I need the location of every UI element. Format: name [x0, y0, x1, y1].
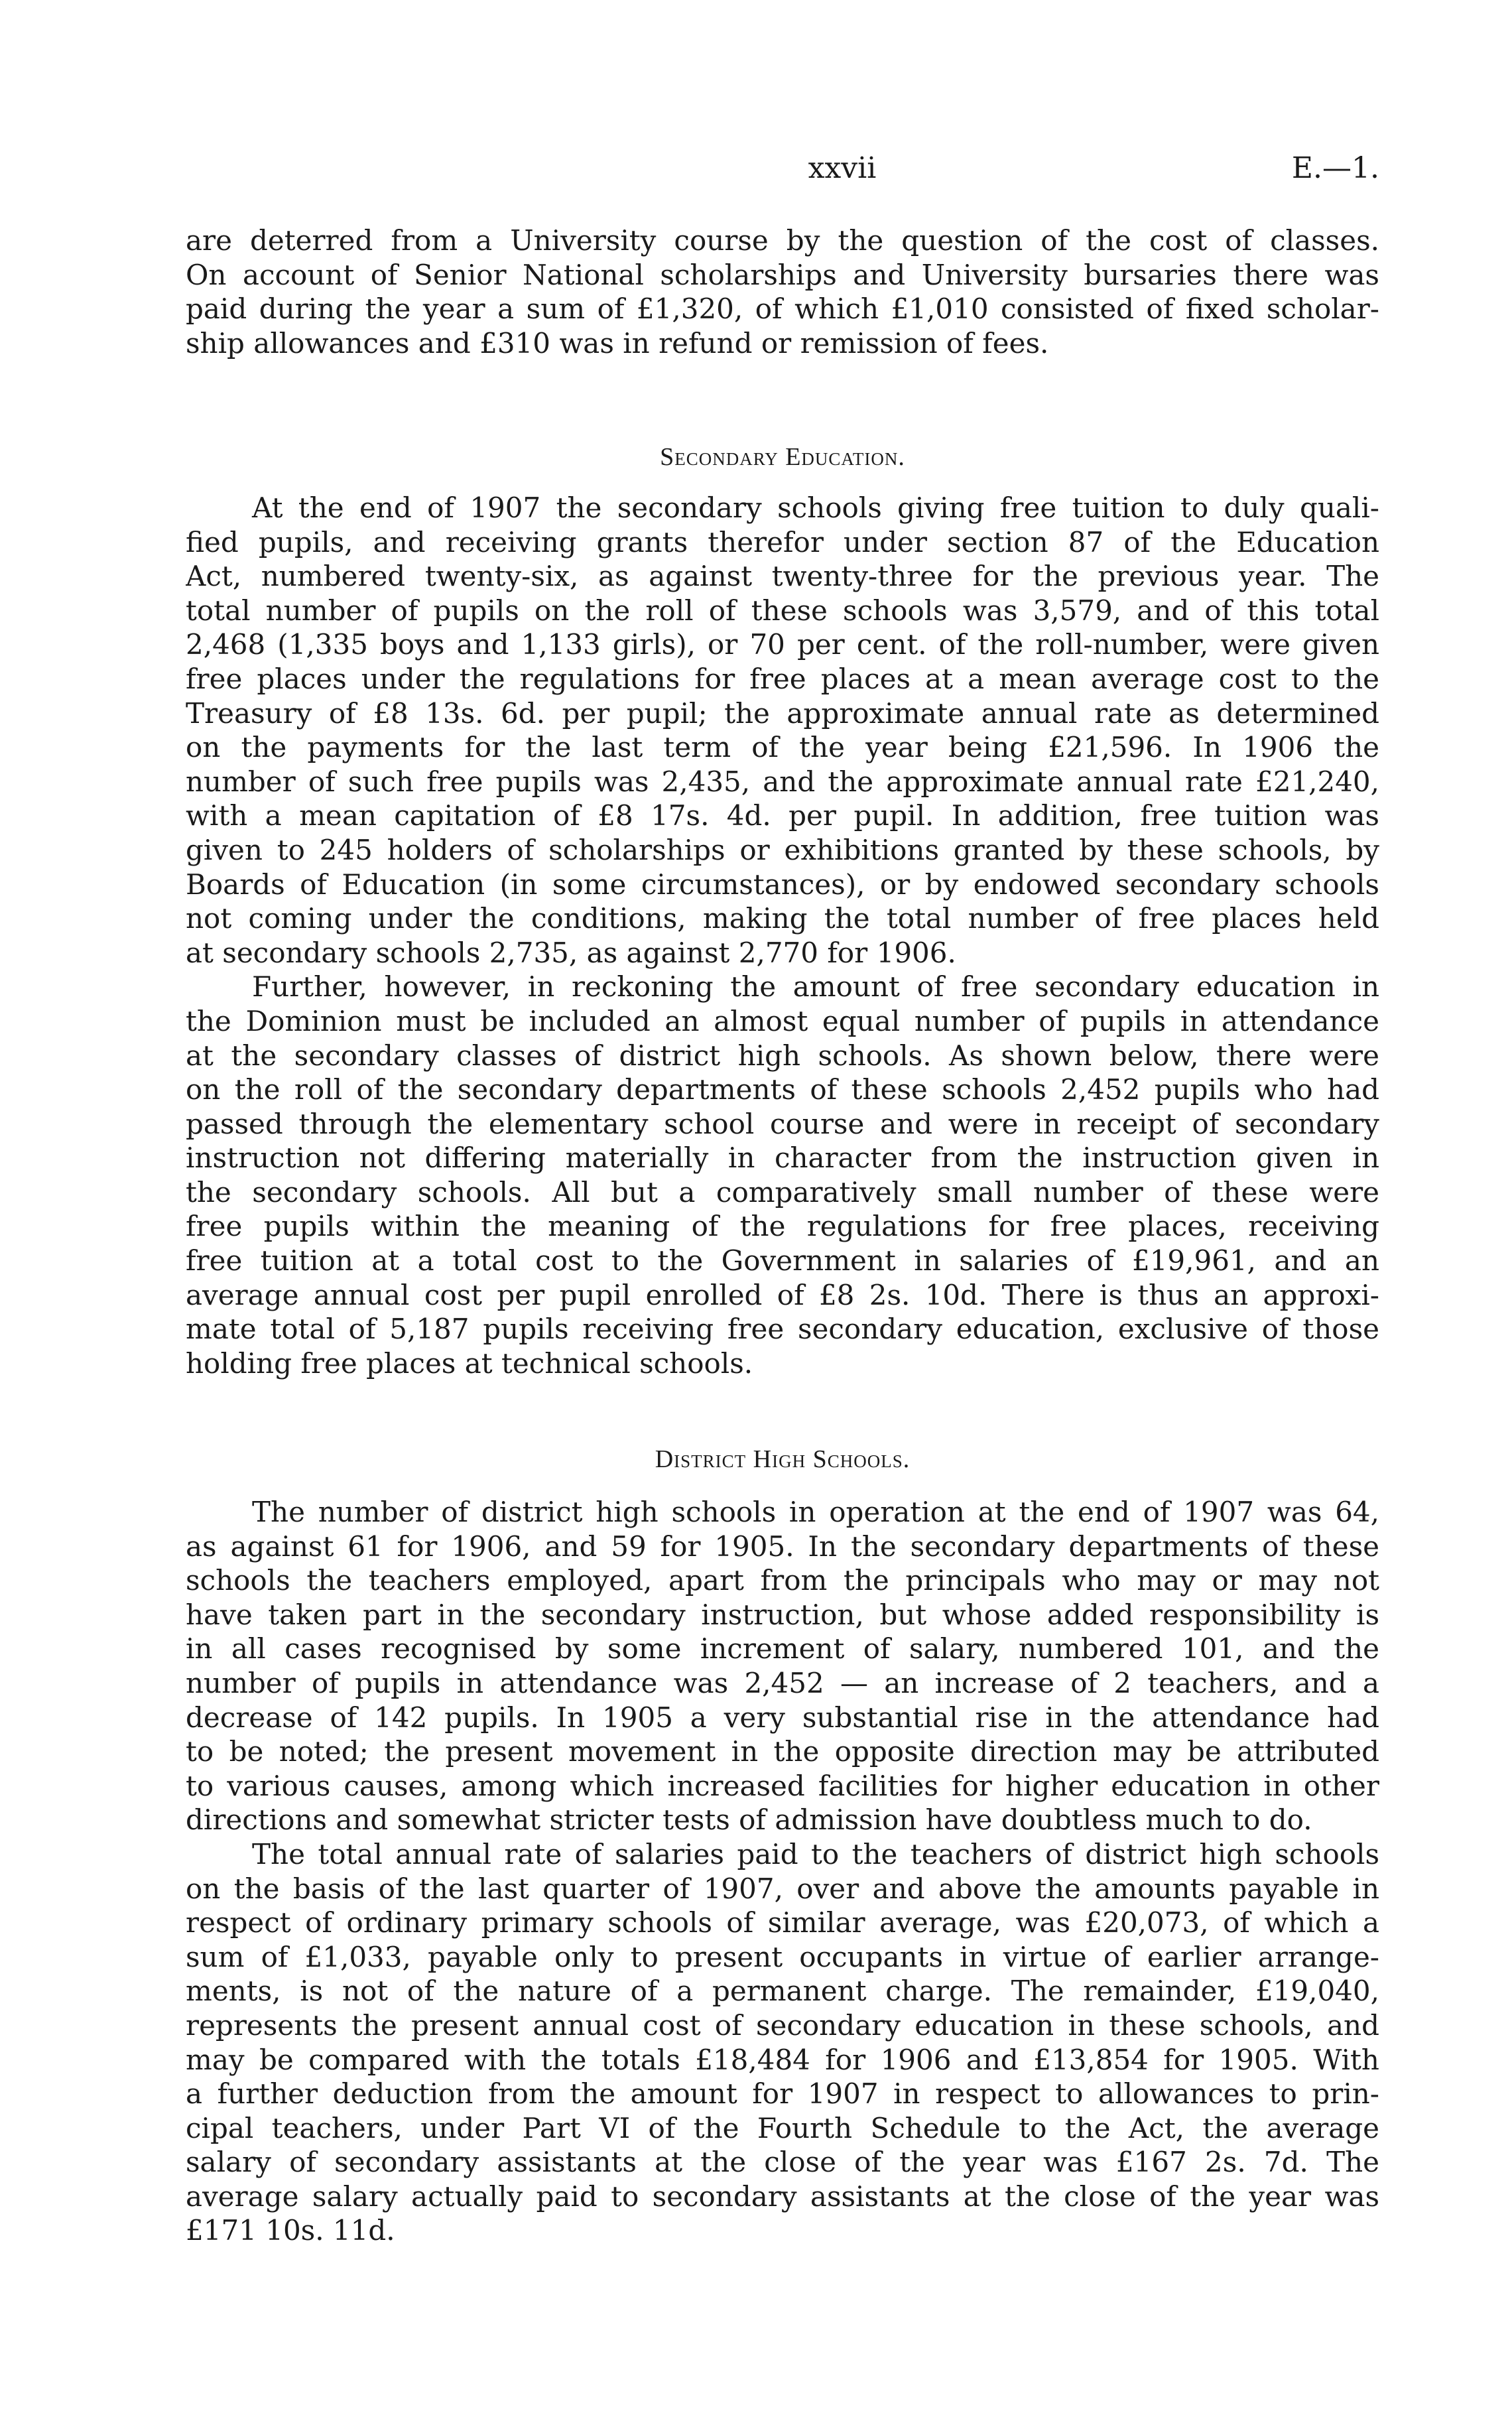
text-line: Act, numbered twenty-six, as against twenty-three for the previous year. The [186, 560, 1379, 593]
text-line: have taken part in the secondary instruction, but whose added responsibility is [186, 1598, 1379, 1631]
page-number: xxvii [808, 151, 877, 185]
text-line: schools the teachers employed, apart from the principals who may or may not [186, 1564, 1379, 1597]
text-line: fied pupils, and receiving grants therefor under section 87 of the Education [186, 525, 1379, 558]
intro-paragraph [186, 224, 1379, 360]
text-line: passed through the elementary school course and were in receipt of secondary [186, 1107, 1379, 1140]
document-reference: E.—1. [1291, 151, 1379, 185]
text-line: decrease of 142 pupils. In 1905 a very substantial rise in the attendance had [186, 1701, 1379, 1734]
text-line: to various causes, among which increased facilities for higher education in other [186, 1769, 1379, 1802]
text-line: paid during the year a sum of £1,320, of which £1,010 consisted of fixed scholar- [186, 293, 1379, 326]
text-line: sum of £1,033, payable only to present occupants in virtue of earlier arrange- [186, 1940, 1379, 1973]
district-high-schools-body [186, 1495, 1379, 2248]
text-line: ship allowances and £310 was in refund or remission of fees. [186, 326, 1049, 360]
text-line: on the payments for the last term of the year being £21,596. In 1906 the [186, 731, 1379, 764]
text-line: given to 245 holders of scholarships or exhibitions granted by these schools, by [186, 833, 1379, 866]
text-line: directions and somewhat stricter tests of admission have doubtless much to do. [186, 1803, 1312, 1837]
text-line: average salary actually paid to secondary assistants at the close of the year was [186, 2180, 1379, 2213]
text-line: number of pupils in attendance was 2,452 — an increase of 2 teachers, and a [186, 1666, 1379, 1699]
text-line: cipal teachers, under Part VI of the Fourth Schedule to the Act, the average [186, 2111, 1379, 2144]
text-line: the secondary schools. All but a comparatively small number of these were [186, 1175, 1379, 1209]
text-line: on the basis of the last quarter of 1907, over and above the amounts payable in [186, 1872, 1379, 1905]
text-line: respect of ordinary primary schools of similar average, was £20,073, of which a [186, 1906, 1379, 1939]
text-line: not coming under the conditions, making the total number of free places held [186, 902, 1379, 935]
text-line: free places under the regulations for free places at a mean average cost to the [186, 662, 1379, 695]
text-line: a further deduction from the amount for 1907 in respect to allowances to prin- [186, 2077, 1379, 2111]
text-line: On account of Senior National scholarships and University bursaries there was [186, 258, 1379, 291]
section-heading-secondary-education: Secondary Education. [660, 443, 905, 471]
text-line: total number of pupils on the roll of these schools was 3,579, and of this total [186, 594, 1379, 627]
text-line: Further, however, in reckoning the amount of free secondary education in [252, 970, 1379, 1004]
text-line: Boards of Education (in some circumstances), or by endowed secondary schools [186, 868, 1379, 901]
text-line: 2,468 (1,335 boys and 1,133 girls), or 70 per cent. of the roll-number, were given [186, 628, 1379, 661]
text-line: on the roll of the secondary departments of these schools 2,452 pupils who had [186, 1073, 1379, 1106]
text-line: At the end of 1907 the secondary schools giving free tuition to duly quali- [252, 491, 1379, 524]
text-line: at the secondary classes of district high schools. As shown below, there were [186, 1039, 1379, 1072]
text-line: to be noted; the present movement in the opposite direction may be attributed [186, 1735, 1379, 1768]
text-line: may be compared with the totals £18,484 for 1906 and £13,854 for 1905. With [186, 2043, 1379, 2076]
text-line: with a mean capitation of £8 17s. 4d. per pupil. In addition, free tuition was [186, 799, 1379, 832]
text-line: the Dominion must be included an almost equal number of pupils in attendance [186, 1004, 1379, 1037]
section-heading-district-high-schools: District High Schools. [655, 1445, 911, 1473]
secondary-education-body [186, 491, 1379, 1380]
text-line: £171 10s. 11d. [186, 2214, 395, 2247]
text-line: free pupils within the meaning of the regulations for free places, receiving [186, 1210, 1379, 1243]
text-line: instruction not differing materially in character from the instruction given in [186, 1142, 1379, 1175]
text-line: free tuition at a total cost to the Government in salaries of £19,961, and an [186, 1244, 1379, 1277]
text-line: ments, is not of the nature of a permanent charge. The remainder, £19,040, [186, 1975, 1379, 2008]
text-line: The number of district high schools in operation at the end of 1907 was 64, [252, 1496, 1379, 1528]
text-line: in all cases recognised by some increment of salary, numbered 101, and the [186, 1632, 1379, 1666]
text-line: as against 61 for 1906, and 59 for 1905. In the secondary departments of these [186, 1530, 1379, 1563]
text-line: average annual cost per pupil enrolled of £8 2s. 10d. There is thus an approxi- [186, 1278, 1379, 1311]
text-line: salary of secondary assistants at the close of the year was £167 2s. 7d. The [186, 2146, 1379, 2179]
text-line: The total annual rate of salaries paid to the teachers of district high schools [252, 1837, 1379, 1870]
text-line: number of such free pupils was 2,435, and the approximate annual rate £21,240, [186, 765, 1379, 798]
text-line: at secondary schools 2,735, as against 2,770 for 1906. [186, 936, 956, 969]
text-line: are deterred from a University course by the question of the cost of classes. [186, 224, 1379, 257]
text-line: holding free places at technical schools. [186, 1346, 753, 1380]
text-line: represents the present annual cost of secondary education in these schools, and [186, 2008, 1379, 2042]
text-line: Treasury of £8 13s. 6d. per pupil; the approximate annual rate as determined [186, 696, 1379, 730]
text-line: mate total of 5,187 pupils receiving free secondary education, exclusive of those [186, 1313, 1379, 1346]
